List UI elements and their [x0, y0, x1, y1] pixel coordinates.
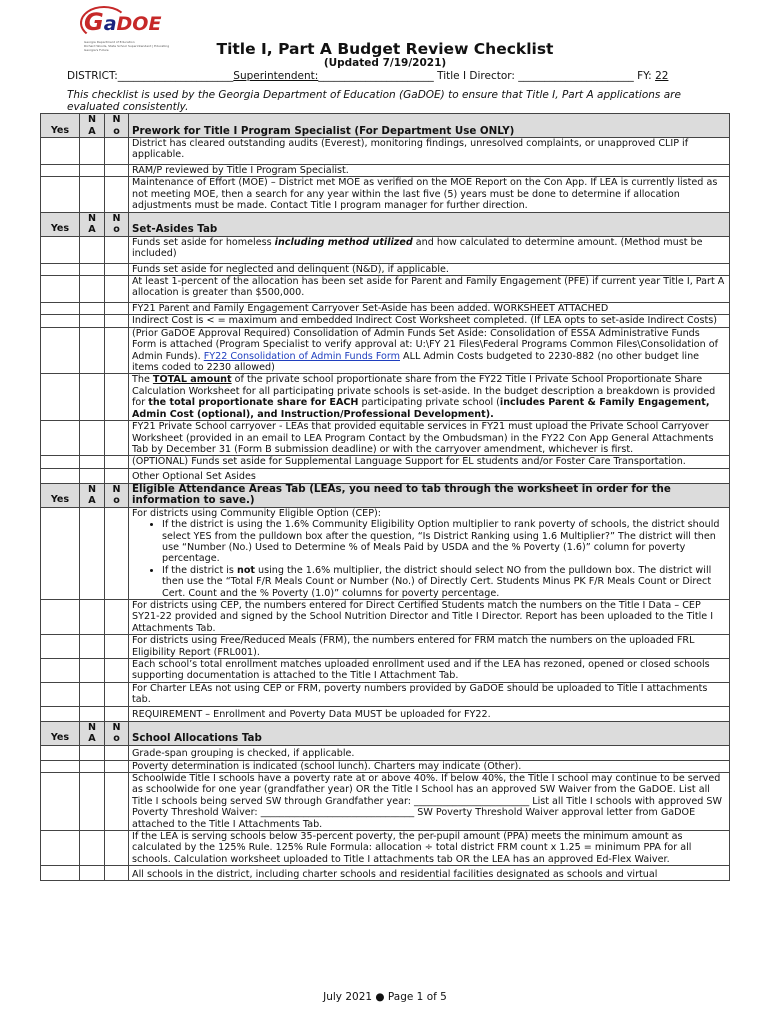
- checklist-row: For districts using CEP, the numbers entered for Direct Certified Students match the numbers on the Title I Data – CEP SY21-22 provided and signed by the School Nutrition Director and Title I Director. Report has been uploaded to the Title I Attachments Tab.: [41, 599, 730, 634]
- checklist-row: All schools in the district, including charter schools and residential facilities designated as schools and virtual: [41, 866, 730, 881]
- checklist-row: (Prior GaDOE Approval Required) Consolidation of Admin Funds Set Aside: Consolidation of ESSA Administrative Funds Form is attached (Program Specialist to verify approval at: U:\FY 21 Files\Federal Programs Common Files\Consolidation of Admin Funds). FY22 Consolidation of Admin Funds Form ALL Admin Costs budgeted to 2230-882 (no other budget line items coded to 2230 allowed): [41, 327, 730, 374]
- yes-checkbox[interactable]: [41, 138, 80, 165]
- no-checkbox[interactable]: [105, 507, 129, 599]
- district-blank: ______________________: [117, 70, 234, 82]
- checklist-row: Grade-span grouping is checked, if applicable.: [41, 745, 730, 760]
- yes-checkbox[interactable]: [41, 706, 80, 721]
- no-checkbox[interactable]: [105, 177, 129, 212]
- no-checkbox[interactable]: [105, 831, 129, 866]
- yes-checkbox[interactable]: [41, 374, 80, 421]
- checklist-row: (OPTIONAL) Funds set aside for Supplemental Language Support for EL students and/or Foster Care Transportation.: [41, 456, 730, 468]
- checklist-row: Maintenance of Effort (MOE) – District met MOE as verified on the MOE Report on the Con App. If LEA is currently listed as not meeting MOE, then a search for any year within the last five (5) years must be done to determine if allocation adjustments must be made. Contact Title I program manager for further direction.: [41, 177, 730, 212]
- na-checkbox[interactable]: [80, 327, 105, 374]
- yes-checkbox[interactable]: [41, 165, 80, 177]
- checklist-row: For Charter LEAs not using CEP or FRM, poverty numbers provided by GaDOE should be uploaded to Title I attachments tab.: [41, 682, 730, 706]
- section-header: [41, 114, 730, 138]
- na-checkbox[interactable]: [80, 682, 105, 706]
- checklist-row: RAM/P reviewed by Title I Program Specialist.: [41, 165, 730, 177]
- page-footer: July 2021 ● Page 1 of 5: [323, 991, 447, 1003]
- na-checkbox[interactable]: [80, 635, 105, 659]
- logo-tagline: Georgia Department of Education Richard Woods, State School Superintendent | Educating Georgia's Future: [84, 40, 170, 52]
- na-checkbox[interactable]: [80, 599, 105, 634]
- no-checkbox[interactable]: [105, 659, 129, 683]
- na-checkbox[interactable]: [80, 276, 105, 303]
- checklist-table: [40, 113, 730, 881]
- yes-checkbox[interactable]: [41, 315, 80, 327]
- no-checkbox[interactable]: [105, 303, 129, 315]
- checklist-row: Funds set aside for homeless including method utilized and how calculated to determine amount. (Method must be included): [41, 236, 730, 263]
- yes-checkbox[interactable]: [41, 866, 80, 881]
- col-na: N A: [80, 114, 105, 138]
- no-checkbox[interactable]: [105, 236, 129, 263]
- yes-checkbox[interactable]: [41, 276, 80, 303]
- cep-bullets: • If the district is using the 1.6% Community Eligibility Option multiplier to rank poverty of schools, the district should select YES from the pulldown box after the question, “Is District Ranking using 1.6 Multiplier?” The district will then use “Number (No.) Used to Determine % of Meals Paid by USDA and the % Poverty (1.6)” column for poverty percentage. • If the district is not using the 1.6% multiplier, the district should select NO from the pulldown box. The district will then use the “Total F/R Meals Count or Number (No.) of Directly Cert. Students Minus PK F/R Meals Count or Direct Cert. Count and the % Poverty (1.0)” columns for poverty percentage.: [132, 519, 726, 599]
- yes-checkbox[interactable]: [41, 745, 80, 760]
- checklist-row: If the LEA is serving schools below 35-percent poverty, the per-pupil amount (PPA) meets the minimum amount as calculated by the 125% Rule. 125% Rule Formula: allocation ÷ total district FRM count x 1.25 = minimum PPA for all schools. Calculation worksheet uploaded to Title I attachments tab OR the LEA has an approved Ed-Flex Waiver.: [41, 831, 730, 866]
- na-checkbox[interactable]: [80, 468, 105, 483]
- na-checkbox[interactable]: [80, 760, 105, 772]
- checklist-row: Indirect Cost is < = maximum and embedded Indirect Cost Worksheet completed. (If LEA opts to set-aside Indirect Costs): [41, 315, 730, 327]
- checklist-row: Each school’s total enrollment matches uploaded enrollment used and if the LEA has rezoned, opened or closed schools supporting documentation is attached to the Title I Attachment Tab.: [41, 659, 730, 683]
- checklist-row: REQUIREMENT – Enrollment and Poverty Data MUST be uploaded for FY22.: [41, 706, 730, 721]
- na-checkbox[interactable]: [80, 177, 105, 212]
- checklist-row: Funds set aside for neglected and delinquent (N&D), if applicable.: [41, 263, 730, 275]
- yes-checkbox[interactable]: [41, 635, 80, 659]
- checklist-row: Poverty determination is indicated (school lunch). Charters may indicate (Other).: [41, 760, 730, 772]
- yes-checkbox[interactable]: [41, 303, 80, 315]
- updated-date: (Updated 7/19/2021): [323, 57, 447, 69]
- no-checkbox[interactable]: [105, 760, 129, 772]
- no-checkbox[interactable]: [105, 421, 129, 456]
- yes-checkbox[interactable]: [41, 773, 80, 831]
- no-checkbox[interactable]: [105, 599, 129, 634]
- yes-checkbox[interactable]: [41, 263, 80, 275]
- checklist-row: Other Optional Set Asides: [41, 468, 730, 483]
- na-checkbox[interactable]: [80, 165, 105, 177]
- yes-checkbox[interactable]: [41, 831, 80, 866]
- no-checkbox[interactable]: [105, 165, 129, 177]
- yes-checkbox[interactable]: [41, 760, 80, 772]
- no-checkbox[interactable]: [105, 315, 129, 327]
- na-checkbox[interactable]: [80, 773, 105, 831]
- no-checkbox[interactable]: [105, 374, 129, 421]
- no-checkbox[interactable]: [105, 138, 129, 165]
- na-checkbox[interactable]: [80, 138, 105, 165]
- checklist-row: District has cleared outstanding audits (Everest), monitoring findings, unresolved complaints, or unapproved CLIP if applicable.: [41, 138, 730, 165]
- section-header: Yes N A N o School Allocations Tab: [41, 721, 730, 745]
- no-checkbox[interactable]: [105, 276, 129, 303]
- no-checkbox[interactable]: [105, 635, 129, 659]
- na-checkbox[interactable]: [80, 315, 105, 327]
- no-checkbox[interactable]: [105, 773, 129, 831]
- yes-checkbox[interactable]: [41, 507, 80, 599]
- na-checkbox[interactable]: [80, 421, 105, 456]
- checklist-row: At least 1-percent of the allocation has been set aside for Parent and Family Engagement (PFE) if current year Title I, Part A allocation is greater than $500,000.: [41, 276, 730, 303]
- yes-checkbox[interactable]: [41, 659, 80, 683]
- yes-checkbox[interactable]: [41, 177, 80, 212]
- checklist-row: For districts using Community Eligible Option (CEP): • If the district is using the 1.6% Community Eligibility Option multiplier to rank poverty of schools, the district should select YES from the pulldown box after the question, “Is District Ranking using 1.6 Multiplier?” The district will then use “Number (No.) Used to Determine % of Meals Paid by USDA and the % Poverty (1.6)” column for poverty percentage. • If the district is not using the 1.6% multiplier, the district should select NO from the pulldown box. The district will then use the “Total F/R Meals Count or Number (No.) of Directly Cert. Students Minus PK F/R Meals Count or Direct Cert. Count and the % Poverty (1.0)” columns for poverty percentage.: [41, 507, 730, 599]
- no-checkbox[interactable]: [105, 327, 129, 374]
- na-checkbox[interactable]: [80, 456, 105, 468]
- no-checkbox[interactable]: [105, 456, 129, 468]
- yes-checkbox[interactable]: [41, 327, 80, 374]
- no-checkbox[interactable]: [105, 263, 129, 275]
- col-no: N o: [105, 114, 129, 138]
- checklist-row: FY21 Private School carryover - LEAs that provided equitable services in FY21 must upload the Private School Carryover Worksheet (provided in an email to LEA Program Contact by the Ombudsman) in the FY22 Con App General Attachments Tab by December 31 (Form B submission deadline) or with the carryover amendment, whichever is first.: [41, 421, 730, 456]
- logo-wordmark: GaDOE: [84, 8, 162, 36]
- na-checkbox[interactable]: [80, 706, 105, 721]
- yes-checkbox[interactable]: [41, 456, 80, 468]
- yes-checkbox[interactable]: [41, 468, 80, 483]
- yes-checkbox[interactable]: [41, 421, 80, 456]
- section-header: Yes N A N o Set-Asides Tab: [41, 212, 730, 236]
- no-checkbox[interactable]: [105, 745, 129, 760]
- no-checkbox[interactable]: [105, 706, 129, 721]
- no-checkbox[interactable]: [105, 468, 129, 483]
- no-checkbox[interactable]: [105, 682, 129, 706]
- section-title: Prework for Title I Program Specialist (For Department Use ONLY): [129, 114, 730, 138]
- na-checkbox[interactable]: [80, 507, 105, 599]
- na-checkbox[interactable]: [80, 745, 105, 760]
- page-title: Title I, Part A Budget Review Checklist: [216, 40, 554, 58]
- section-header: Yes N A N o Eligible Attendance Areas Tab (LEAs, you need to tab through the worksheet in order for the information to save.): [41, 483, 730, 507]
- col-yes: Yes: [41, 114, 80, 138]
- na-checkbox[interactable]: [80, 374, 105, 421]
- checklist-row: For districts using Free/Reduced Meals (FRM), the numbers entered for FRM match the numbers on the uploaded FRL Eligibility Report (FRL001).: [41, 635, 730, 659]
- na-checkbox[interactable]: [80, 831, 105, 866]
- na-checkbox[interactable]: [80, 236, 105, 263]
- checklist-row: The TOTAL amount of the private school proportionate share from the FY22 Title I Private School Proportionate Share Calculation Worksheet for all participating private schools is set-aside. In the budget description a breakdown is provided for the total proportionate share for EACH participating private school (includes Parent & Family Engagement, Admin Cost (optional), and Instruction/Professional Development).: [41, 374, 730, 421]
- section-title: School Allocations Tab: [129, 721, 730, 745]
- admin-funds-form-link[interactable]: FY22 Consolidation of Admin Funds Form: [203, 350, 400, 362]
- checklist-row: Schoolwide Title I schools have a poverty rate at or above 40%. If below 40%, the Title I school may continue to be served as schoolwide for one year (grandfather year) OR the Title I School has an approved SW Waiver from the GaDOE. List all Title I schools being served SW through Grandfather year: ________________________ List all Title I schools with approved SW Poverty Threshold Waiver: ________________________________ SW Poverty Threshold Waiver approval letter from GaDOE attached to the Title I Attachments Tab.: [41, 773, 730, 831]
- na-checkbox[interactable]: [80, 866, 105, 881]
- na-checkbox[interactable]: [80, 263, 105, 275]
- intro-text: This checklist is used by the Georgia Department of Education (GaDOE) to ensure that Title I, Part A applications are evaluated consistently.: [67, 89, 681, 113]
- section-title: Set-Asides Tab: [129, 212, 730, 236]
- yes-checkbox[interactable]: [41, 599, 80, 634]
- checklist-row: FY21 Parent and Family Engagement Carryover Set-Aside has been added. WORKSHEET ATTACHED: [41, 303, 730, 315]
- na-checkbox[interactable]: [80, 303, 105, 315]
- yes-checkbox[interactable]: [41, 682, 80, 706]
- yes-checkbox[interactable]: [41, 236, 80, 263]
- section-title: Eligible Attendance Areas Tab (LEAs, you need to tab through the worksheet in order for the information to save.): [129, 483, 730, 507]
- fy-value: 22: [655, 70, 669, 82]
- no-checkbox[interactable]: [105, 866, 129, 881]
- district-line: DISTRICT:______________________Superintendent:______________________ Title I Director: ______________________ FY: 22: [67, 70, 669, 82]
- na-checkbox[interactable]: [80, 659, 105, 683]
